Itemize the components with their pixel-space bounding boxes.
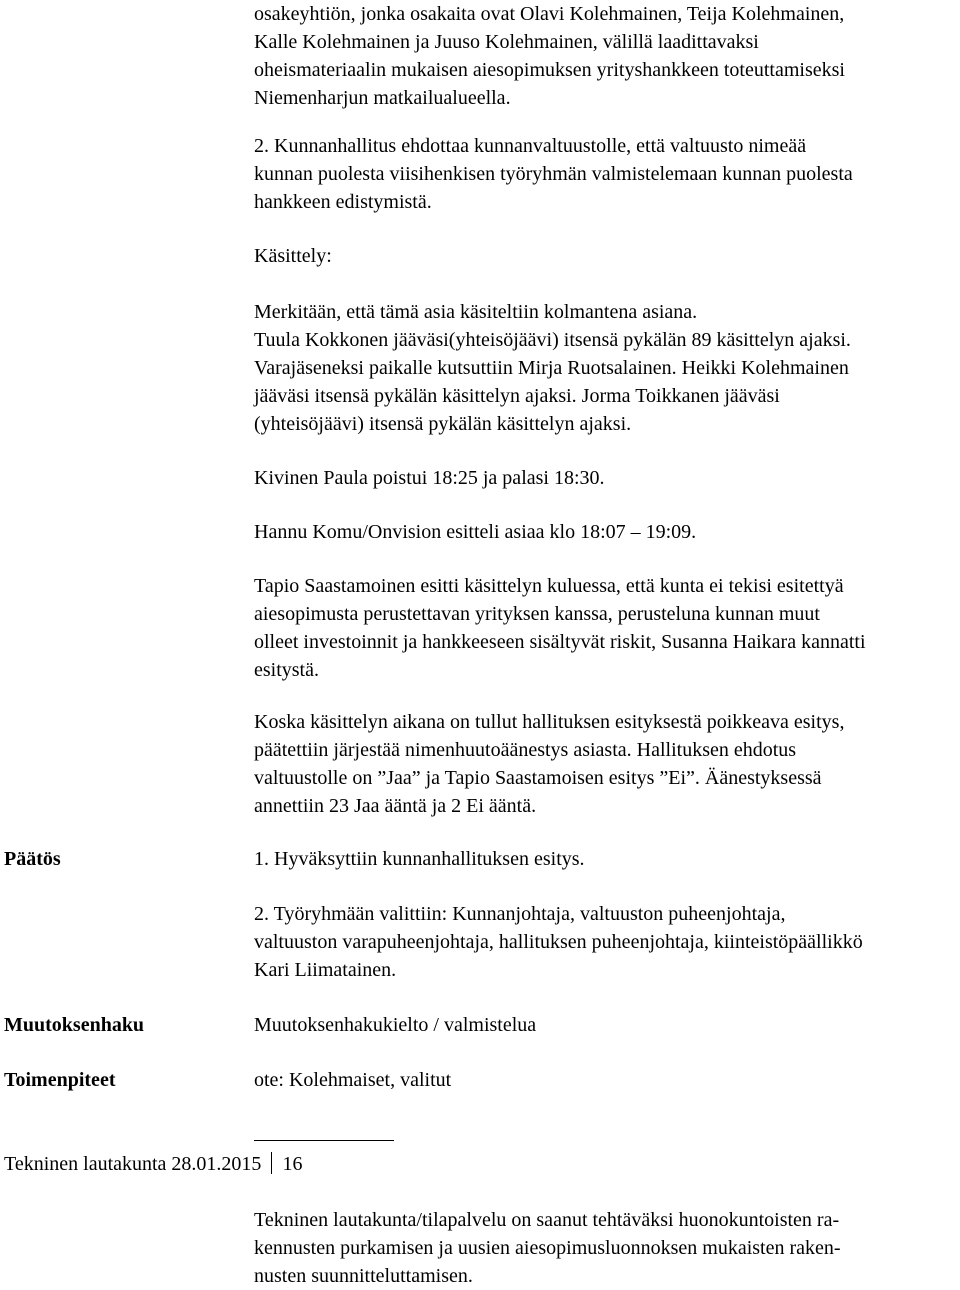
paatos-line-1: 1. Hyväksyttiin kunnanhallituksen esitys. [254, 848, 585, 870]
koska-paragraph: Koska käsittelyn aikana on tullut hallituksen esityksestä poikkeava esitys, päätettiin järjestää nimenhuutoäänestys asiasta. Hallituksen ehdotus valtuustolle on ”Jaa” ja Tapio Saastamoisen esitys ”Ei”. Äänestyksessä annettiin 23 Jaa ääntä ja 2 Ei ääntä. [254, 711, 845, 817]
merkitaan-paragraph: Merkitään, että tämä asia käsiteltiin kolmantena asiana. Tuula Kokkonen jääväsi(yhteisöjäävi) itsensä pykälän 89 käsittelyn ajaksi. Varajäseneksi paikalle kutsuttiin Mirja Ruotsalainen. Heikki Kolehmainen jääväsi itsensä pykälän käsittelyn ajaksi. Jorma Toikkanen jääväsi (yhteisöjäävi) itsensä pykälän käsittelyn ajaksi. [254, 301, 851, 435]
toimenpiteet-label: Toimenpiteet [4, 1069, 116, 1091]
paatos-label: Päätös [4, 848, 61, 870]
section-divider-bar [271, 1152, 272, 1174]
kasittely-heading: Käsittely: [254, 245, 332, 267]
intro-paragraph: osakeyhtiön, jonka osakaita ovat Olavi Kolehmainen, Teija Kolehmainen, Kalle Kolehmainen ja Juuso Kolehmainen, välillä laadittavaksi oheismateriaalin mukaisen aiesopimuksen yrityshankkeen toteuttamiseksi Niemenharjun matkailualueella. [254, 3, 845, 109]
paatos-point-2: 2. Työryhmään valittiin: Kunnanjohtaja, valtuuston puheenjohtaja, valtuuston varapuheenjohtaja, hallituksen puheenjohtaja, kiinteistöpäällikkö Kari Liimatainen. [254, 903, 863, 981]
tapio-paragraph: Tapio Saastamoinen esitti käsittelyn kuluessa, että kunta ei tekisi esitettyä aiesopimusta perustettavan yrityksen kanssa, perusteluna kunnan muut olleet investoinnit ja hankkeeseen sisältyvät riskit, Susanna Haikara kannatti esitystä. [254, 575, 866, 681]
footer-section-line [4, 1150, 302, 1178]
footer-title: Tekninen lautakunta 28.01.2015 [4, 1153, 262, 1175]
last-paragraph: Tekninen lautakunta/tilapalvelu on saanut tehtäväksi huonokuntoisten ra- kennusten purkamisen ja uusien aiesopimusluonnoksen mukaisten raken- nusten suunnitteluttamisen. [254, 1209, 841, 1287]
point-2-paragraph: 2. Kunnanhallitus ehdottaa kunnanvaltuustolle, että valtuusto nimeää kunnan puolesta viisihenkisen työryhmän valmistelemaan kunnan puolesta hankkeen edistymistä. [254, 135, 853, 213]
toimenpiteet-value: ote: Kolehmaiset, valitut [254, 1069, 452, 1091]
muutoksenhaku-value: Muutoksenhakukielto / valmistelua [254, 1014, 537, 1036]
footer-section-number: 16 [282, 1153, 303, 1175]
section-divider [254, 1140, 394, 1141]
muutoksenhaku-label: Muutoksenhaku [4, 1014, 145, 1036]
hannu-paragraph: Hannu Komu/Onvision esitteli asiaa klo 18:07 – 19:09. [254, 521, 697, 543]
kivinen-paragraph: Kivinen Paula poistui 18:25 ja palasi 18:30. [254, 467, 605, 489]
